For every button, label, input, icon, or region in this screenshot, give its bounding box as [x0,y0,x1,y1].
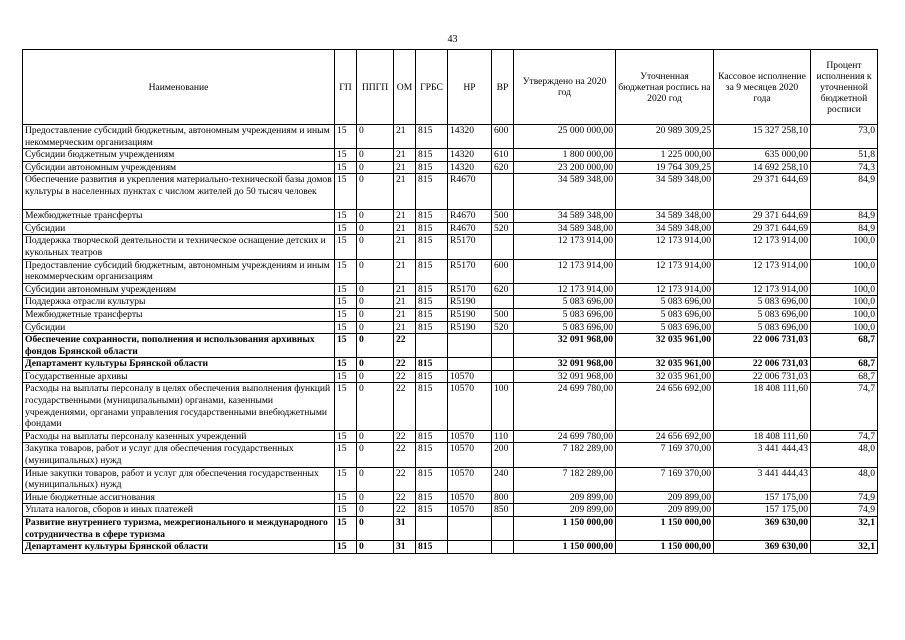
cell-grbs: 815 [416,504,448,517]
cell-name: Субсидии [23,222,335,235]
cell-vr: 600 [492,125,514,149]
cell-refined: 20 989 309,25 [616,125,714,149]
cell-vr: 850 [492,504,514,517]
table-row [23,321,878,334]
cell-grbs: 815 [416,125,448,149]
cell-gp: 15 [335,174,357,210]
cell-om: 22 [394,334,416,358]
cell-refined: 32 035 961,00 [616,358,714,371]
cell-vr: 200 [492,443,514,467]
cell-np: 10570 [448,430,492,443]
cell-pgp: 0 [357,383,394,430]
cell-gp: 15 [335,321,357,334]
cell-percent: 74,9 [811,504,878,517]
cell-refined: 12 173 914,00 [616,259,714,283]
cell-pgp: 0 [357,430,394,443]
cell-om: 21 [394,210,416,223]
cell-cash: 12 173 914,00 [714,283,811,296]
cell-percent: 84,9 [811,174,878,210]
cell-pgp: 0 [357,161,394,174]
header-grbs: ГРБС [416,50,448,125]
cell-np: 14320 [448,161,492,174]
table-header-row [23,50,878,125]
table-row [23,370,878,383]
cell-percent: 73,0 [811,125,878,149]
cell-np: R5170 [448,283,492,296]
table-row [23,235,878,259]
cell-om: 31 [394,541,416,554]
header-np: НР [448,50,492,125]
cell-pgp: 0 [357,210,394,223]
cell-vr: 800 [492,491,514,504]
cell-vr: 610 [492,149,514,162]
cell-np: R4670 [448,222,492,235]
cell-np: 10570 [448,443,492,467]
cell-vr: 500 [492,210,514,223]
cell-cash: 3 441 444,43 [714,467,811,491]
cell-np: 10570 [448,467,492,491]
table-row [23,308,878,321]
cell-name: Поддержка отрасли культуры [23,296,335,309]
cell-name: Закупка товаров, работ и услуг для обеспечения государственных (муниципальных) нужд [23,443,335,467]
table-row [23,283,878,296]
cell-np: 14320 [448,125,492,149]
cell-om: 21 [394,161,416,174]
header-om: ОМ [394,50,416,125]
table-row [23,296,878,309]
cell-grbs: 815 [416,161,448,174]
cell-vr: 520 [492,222,514,235]
table-row [23,222,878,235]
cell-vr: 600 [492,259,514,283]
cell-om: 21 [394,296,416,309]
cell-grbs: 815 [416,358,448,371]
cell-np: 10570 [448,491,492,504]
cell-refined: 209 899,00 [616,504,714,517]
cell-pgp: 0 [357,321,394,334]
cell-np [448,334,492,358]
cell-np: R5170 [448,235,492,259]
cell-cash: 369 630,00 [714,541,811,554]
cell-cash: 29 371 644,69 [714,210,811,223]
cell-cash: 29 371 644,69 [714,222,811,235]
cell-approved: 209 899,00 [514,491,616,504]
cell-vr: 110 [492,430,514,443]
cell-percent: 32,1 [811,517,878,541]
cell-om: 22 [394,491,416,504]
cell-name: Субсидии автономным учреждениям [23,161,335,174]
cell-pgp: 0 [357,467,394,491]
cell-np: R4670 [448,210,492,223]
cell-pgp: 0 [357,149,394,162]
cell-cash: 369 630,00 [714,517,811,541]
table-row [23,125,878,149]
cell-percent: 48,0 [811,443,878,467]
cell-name: Обеспечение сохранности, пополнения и использования архивных фондов Брянской области [23,334,335,358]
budget-table [22,49,878,554]
cell-cash: 5 083 696,00 [714,308,811,321]
cell-np: R5190 [448,296,492,309]
header-percent: Процент исполнения к уточненной бюджетной росписи [811,50,878,125]
cell-grbs: 815 [416,467,448,491]
cell-approved: 34 589 348,00 [514,222,616,235]
cell-np [448,541,492,554]
cell-percent: 32,1 [811,541,878,554]
cell-gp: 15 [335,334,357,358]
cell-om: 22 [394,383,416,430]
cell-grbs: 815 [416,491,448,504]
cell-np: 10570 [448,504,492,517]
cell-percent: 48,0 [811,467,878,491]
cell-name: Субсидии [23,321,335,334]
cell-om: 21 [394,308,416,321]
table-row [23,443,878,467]
cell-approved: 1 800 000,00 [514,149,616,162]
cell-refined: 5 083 696,00 [616,308,714,321]
cell-cash: 12 173 914,00 [714,235,811,259]
cell-refined: 34 589 348,00 [616,210,714,223]
cell-name: Развитие внутреннего туризма, межрегионального и международного сотрудничества в сфере туризма [23,517,335,541]
cell-refined: 7 169 370,00 [616,467,714,491]
cell-refined: 1 150 000,00 [616,541,714,554]
cell-name: Предоставление субсидий бюджетным, автономным учреждениям и иным некоммерческим организациям [23,259,335,283]
cell-name: Департамент культуры Брянской области [23,358,335,371]
cell-om: 22 [394,467,416,491]
cell-cash: 14 692 258,10 [714,161,811,174]
cell-refined: 24 656 692,00 [616,383,714,430]
cell-gp: 15 [335,541,357,554]
cell-cash: 635 000,00 [714,149,811,162]
cell-gp: 15 [335,443,357,467]
cell-percent: 84,9 [811,222,878,235]
cell-name: Государственные архивы [23,370,335,383]
cell-om: 21 [394,149,416,162]
cell-vr [492,174,514,210]
cell-pgp: 0 [357,222,394,235]
cell-refined: 32 035 961,00 [616,334,714,358]
header-cash: Кассовое исполнение за 9 месяцев 2020 года [714,50,811,125]
cell-vr: 240 [492,467,514,491]
cell-approved: 24 699 780,00 [514,383,616,430]
cell-refined: 12 173 914,00 [616,283,714,296]
cell-cash: 22 006 731,03 [714,334,811,358]
cell-np [448,517,492,541]
table-row [23,210,878,223]
cell-grbs: 815 [416,321,448,334]
cell-grbs: 815 [416,259,448,283]
cell-percent: 68,7 [811,358,878,371]
cell-approved: 24 699 780,00 [514,430,616,443]
table-row [23,430,878,443]
cell-cash: 29 371 644,69 [714,174,811,210]
cell-percent: 74,3 [811,161,878,174]
cell-cash: 22 006 731,03 [714,370,811,383]
cell-grbs: 815 [416,308,448,321]
cell-cash: 5 083 696,00 [714,296,811,309]
cell-gp: 15 [335,504,357,517]
cell-refined: 24 656 692,00 [616,430,714,443]
cell-percent: 51,8 [811,149,878,162]
cell-approved: 1 150 000,00 [514,517,616,541]
cell-om: 21 [394,259,416,283]
cell-vr: 620 [492,161,514,174]
cell-grbs [416,334,448,358]
cell-pgp: 0 [357,358,394,371]
cell-name: Департамент культуры Брянской области [23,541,335,554]
cell-pgp: 0 [357,541,394,554]
header-approved: Утверждено на 2020 год [514,50,616,125]
cell-gp: 15 [335,358,357,371]
cell-percent: 74,7 [811,430,878,443]
table-row [23,174,878,210]
cell-grbs: 815 [416,541,448,554]
cell-grbs: 815 [416,222,448,235]
cell-approved: 34 589 348,00 [514,210,616,223]
cell-name: Обеспечение развития и укрепления материально-технической базы домов культуры в населенных пунктах с числом жителей до 50 тысяч человек [23,174,335,210]
cell-pgp: 0 [357,259,394,283]
cell-pgp: 0 [357,174,394,210]
cell-gp: 15 [335,430,357,443]
cell-percent: 100,0 [811,308,878,321]
cell-vr [492,235,514,259]
cell-grbs: 815 [416,296,448,309]
cell-refined: 34 589 348,00 [616,222,714,235]
cell-cash: 15 327 258,10 [714,125,811,149]
cell-gp: 15 [335,467,357,491]
cell-om: 21 [394,283,416,296]
cell-approved: 5 083 696,00 [514,321,616,334]
cell-grbs: 815 [416,210,448,223]
cell-name: Межбюджетные трансферты [23,210,335,223]
cell-vr: 520 [492,321,514,334]
cell-approved: 7 182 289,00 [514,467,616,491]
cell-cash: 157 175,00 [714,504,811,517]
cell-om: 22 [394,430,416,443]
table-row [23,149,878,162]
cell-approved: 34 589 348,00 [514,174,616,210]
cell-cash: 22 006 731,03 [714,358,811,371]
cell-cash: 18 408 111,60 [714,430,811,443]
cell-refined: 209 899,00 [616,491,714,504]
cell-om: 22 [394,370,416,383]
cell-percent: 100,0 [811,259,878,283]
page-number: 43 [447,34,458,45]
cell-gp: 15 [335,210,357,223]
cell-cash: 5 083 696,00 [714,321,811,334]
cell-pgp: 0 [357,296,394,309]
cell-percent: 68,7 [811,370,878,383]
cell-grbs: 815 [416,235,448,259]
table-row [23,504,878,517]
cell-gp: 15 [335,222,357,235]
cell-np: R5190 [448,321,492,334]
cell-approved: 12 173 914,00 [514,235,616,259]
cell-percent: 74,9 [811,491,878,504]
cell-vr: 500 [492,308,514,321]
cell-np: R5170 [448,259,492,283]
cell-refined: 5 083 696,00 [616,296,714,309]
cell-pgp: 0 [357,370,394,383]
cell-cash: 157 175,00 [714,491,811,504]
cell-om: 22 [394,504,416,517]
table-row [23,467,878,491]
cell-grbs: 815 [416,370,448,383]
table-row [23,358,878,371]
cell-gp: 15 [335,296,357,309]
cell-om: 21 [394,125,416,149]
cell-np: 14320 [448,149,492,162]
cell-approved: 12 173 914,00 [514,283,616,296]
cell-grbs: 815 [416,174,448,210]
cell-cash: 3 441 444,43 [714,443,811,467]
table-row [23,334,878,358]
cell-refined: 1 150 000,00 [616,517,714,541]
table-row [23,517,878,541]
cell-om: 22 [394,443,416,467]
cell-pgp: 0 [357,283,394,296]
cell-gp: 15 [335,370,357,383]
cell-vr [492,358,514,371]
table-row [23,259,878,283]
table-row [23,383,878,430]
cell-name: Уплата налогов, сборов и иных платежей [23,504,335,517]
header-name: Наименование [23,50,335,125]
cell-refined: 32 035 961,00 [616,370,714,383]
cell-pgp: 0 [357,308,394,321]
cell-om: 31 [394,517,416,541]
cell-vr: 100 [492,383,514,430]
cell-np: R4670 [448,174,492,210]
header-gp: ГП [335,50,357,125]
cell-gp: 15 [335,259,357,283]
cell-om: 21 [394,235,416,259]
cell-vr [492,334,514,358]
cell-name: Субсидии автономным учреждениям [23,283,335,296]
cell-pgp: 0 [357,491,394,504]
cell-pgp: 0 [357,504,394,517]
cell-refined: 12 173 914,00 [616,235,714,259]
cell-refined: 7 169 370,00 [616,443,714,467]
cell-percent: 84,9 [811,210,878,223]
cell-gp: 15 [335,383,357,430]
cell-vr [492,541,514,554]
cell-vr [492,370,514,383]
cell-name: Расходы на выплаты персоналу в целях обеспечения выполнения функций государственными (муниципальными) органами, казенными учреждениями, органами управления государственными внебюджетными фондами [23,383,335,430]
cell-name: Межбюджетные трансферты [23,308,335,321]
cell-np: 10570 [448,383,492,430]
cell-grbs: 815 [416,443,448,467]
cell-refined: 1 225 000,00 [616,149,714,162]
cell-percent: 100,0 [811,235,878,259]
cell-approved: 7 182 289,00 [514,443,616,467]
cell-name: Расходы на выплаты персоналу казенных учреждений [23,430,335,443]
cell-vr [492,296,514,309]
cell-approved: 1 150 000,00 [514,541,616,554]
cell-vr [492,517,514,541]
cell-om: 21 [394,222,416,235]
cell-pgp: 0 [357,443,394,467]
cell-approved: 12 173 914,00 [514,259,616,283]
cell-refined: 5 083 696,00 [616,321,714,334]
cell-gp: 15 [335,235,357,259]
cell-np: R5190 [448,308,492,321]
cell-percent: 74,7 [811,383,878,430]
cell-approved: 32 091 968,00 [514,370,616,383]
cell-om: 22 [394,358,416,371]
cell-percent: 100,0 [811,321,878,334]
cell-name: Иные закупки товаров, работ и услуг для обеспечения государственных (муниципальных) нужд [23,467,335,491]
cell-name: Субсидии бюджетным учреждениям [23,149,335,162]
cell-approved: 32 091 968,00 [514,358,616,371]
cell-np: 10570 [448,370,492,383]
cell-grbs: 815 [416,430,448,443]
cell-pgp: 0 [357,125,394,149]
cell-percent: 68,7 [811,334,878,358]
cell-cash: 12 173 914,00 [714,259,811,283]
cell-pgp: 0 [357,517,394,541]
cell-om: 21 [394,321,416,334]
table-body [23,125,878,554]
table-row [23,491,878,504]
header-pgp: ППГП [357,50,394,125]
cell-name: Предоставление субсидий бюджетным, автономным учреждениям и иным некоммерческим организациям [23,125,335,149]
cell-refined: 19 764 309,25 [616,161,714,174]
cell-percent: 100,0 [811,296,878,309]
cell-approved: 25 000 000,00 [514,125,616,149]
header-vr: ВР [492,50,514,125]
table-row [23,541,878,554]
cell-gp: 15 [335,125,357,149]
cell-cash: 18 408 111,60 [714,383,811,430]
cell-gp: 15 [335,491,357,504]
table-row [23,161,878,174]
cell-approved: 32 091 968,00 [514,334,616,358]
cell-name: Иные бюджетные ассигнования [23,491,335,504]
cell-approved: 209 899,00 [514,504,616,517]
cell-grbs: 815 [416,383,448,430]
header-refined: Уточненная бюджетная роспись на 2020 год [616,50,714,125]
cell-approved: 23 200 000,00 [514,161,616,174]
cell-pgp: 0 [357,235,394,259]
cell-grbs: 815 [416,283,448,296]
cell-vr: 620 [492,283,514,296]
cell-approved: 5 083 696,00 [514,308,616,321]
cell-name: Поддержка творческой деятельности и техническое оснащение детских и кукольных театров [23,235,335,259]
cell-pgp: 0 [357,334,394,358]
cell-gp: 15 [335,161,357,174]
cell-percent: 100,0 [811,283,878,296]
cell-refined: 34 589 348,00 [616,174,714,210]
cell-gp: 15 [335,308,357,321]
cell-approved: 5 083 696,00 [514,296,616,309]
cell-grbs: 815 [416,149,448,162]
cell-om: 21 [394,174,416,210]
cell-grbs [416,517,448,541]
cell-gp: 15 [335,517,357,541]
cell-np [448,358,492,371]
cell-gp: 15 [335,149,357,162]
cell-gp: 15 [335,283,357,296]
